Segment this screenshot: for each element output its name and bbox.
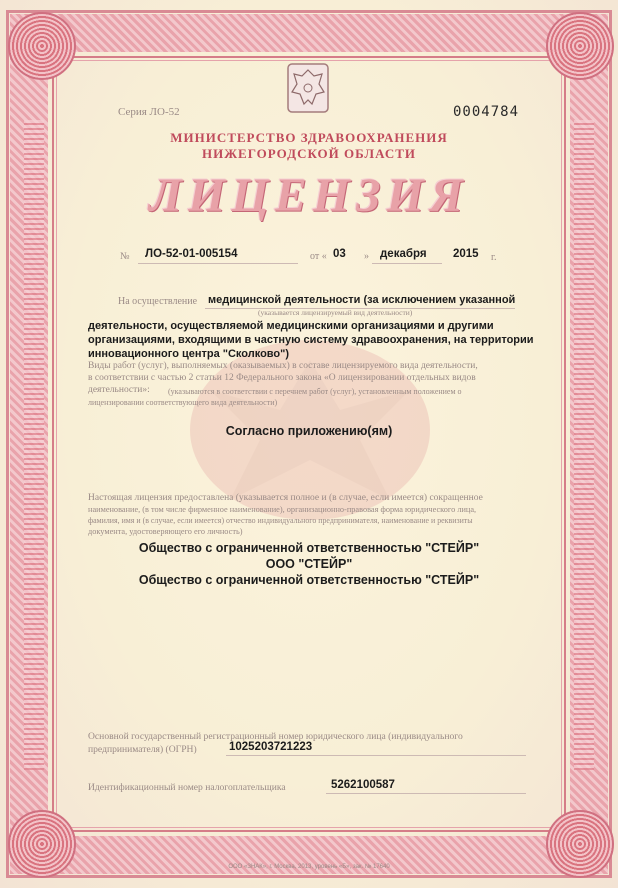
- corner-rosette-top-left: [8, 12, 76, 80]
- activity-line1: медицинской деятельности (за исключением указанной: [208, 294, 516, 306]
- date-from-label: от «: [310, 251, 327, 262]
- corner-rosette-top-right: [546, 12, 614, 80]
- number-underline: [138, 263, 298, 264]
- license-month: декабря: [380, 248, 427, 260]
- works-text1: Виды работ (услуг), выполняемых (оказываемых) в составе лицензируемого вида деятельности,: [88, 361, 478, 371]
- ogrn-label-line1: Основной государственный регистрационный номер юридического лица (индивидуального: [88, 731, 463, 742]
- activity-label: На осуществление: [118, 296, 198, 307]
- day-close-quote: »: [364, 251, 369, 262]
- year-suffix: г.: [491, 252, 497, 263]
- holder-text3: фамилия, имя и (в случае, если имеется) отчество индивидуального предпринимателя, наименование и реквизиты: [88, 516, 473, 525]
- coat-of-arms-icon: [286, 62, 330, 114]
- license-day: 03: [333, 248, 346, 260]
- month-underline: [372, 263, 442, 264]
- holder-text1: Настоящая лицензия предоставлена (указывается полное и (в случае, если имеется) сокращенное: [88, 493, 483, 503]
- works-hint2: лицензировании соответствующего вида деятельности): [88, 398, 278, 407]
- activity-line2: деятельности, осуществляемой медицинскими организациями и другими: [88, 320, 494, 332]
- ogrn-label-line2: предпринимателя) (ОГРН): [88, 744, 197, 755]
- ogrn-value: 1025203721223: [229, 741, 313, 753]
- works-text3: деятельности»:: [88, 385, 150, 395]
- activity-line3: организациями, входящими в частную систему здравоохранения, на территории: [88, 334, 534, 346]
- activity-hint: (указывается лицензируемый вид деятельности): [258, 308, 413, 317]
- license-year: 2015: [453, 248, 479, 260]
- license-number: ЛО-52-01-005154: [145, 248, 238, 260]
- works-value: Согласно приложению(ям): [225, 424, 393, 438]
- ogrn-underline: [226, 755, 526, 756]
- holder-name-full: Общество с ограниченной ответственностью "СТЕЙР": [138, 541, 480, 555]
- holder-text2: наименование, (в том числе фирменное наименование), организационно-правовая форма юридического лица,: [88, 505, 477, 514]
- ministry-name-line1: МИНИСТЕРСТВО ЗДРАВООХРАНЕНИЯ: [170, 130, 448, 145]
- series-label: Серия ЛО-52: [118, 106, 180, 118]
- works-text2: в соответствии с частью 2 статьи 12 Федерального закона «О лицензировании отдельных видов: [88, 373, 476, 383]
- activity-line4: инновационного центра "Сколково"): [88, 348, 290, 360]
- works-hint1: (указываются в соответствии с перечнем работ (услуг), установленным положением о: [168, 387, 462, 396]
- holder-text4: документа, удостоверяющего его личность): [88, 527, 243, 536]
- holder-name-short: ООО "СТЕЙР": [265, 557, 353, 571]
- document-title: ЛИЦЕНЗИЯ: [149, 169, 469, 222]
- inn-value: 5262100587: [331, 779, 395, 791]
- printer-info: ООО «ЗНАК», г. Москва, 2013, уровень «Б», зак. № 17640: [228, 864, 390, 870]
- inn-underline: [326, 793, 526, 794]
- holder-name-firm: Общество с ограниченной ответственностью "СТЕЙР": [138, 573, 480, 587]
- form-number: 0004784: [453, 104, 520, 120]
- ministry-name-line2: НИЖЕГОРОДСКОЙ ОБЛАСТИ: [201, 146, 417, 161]
- inn-label: Идентификационный номер налогоплательщика: [88, 782, 286, 793]
- number-prefix: №: [120, 251, 130, 262]
